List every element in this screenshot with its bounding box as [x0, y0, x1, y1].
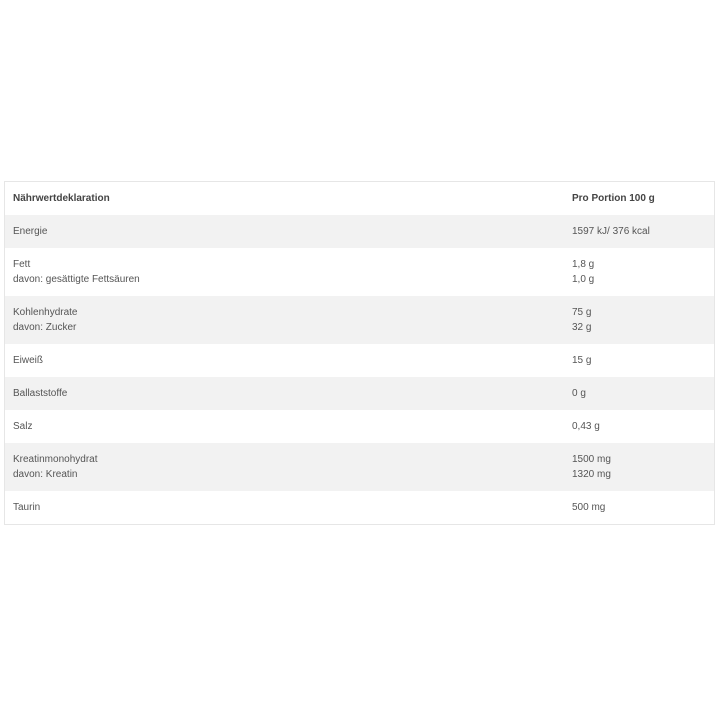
table-row [5, 248, 714, 296]
table-row [5, 377, 714, 410]
value-cell [564, 491, 714, 524]
value-cell [564, 248, 714, 296]
nutrient-subvalue: 1,0 g [572, 274, 595, 285]
nutrient-label: Kreatinmonohydrat [13, 454, 98, 465]
nutrient-sublabel: davon: Kreatin [13, 469, 78, 480]
nutrition-table [5, 182, 714, 524]
nutrient-cell [5, 410, 564, 443]
value-cell [564, 215, 714, 248]
nutrient-label: Salz [13, 421, 33, 432]
nutrient-value: 1500 mg [572, 454, 611, 465]
table-row [5, 491, 714, 524]
nutrient-cell [5, 248, 564, 296]
header-nutrient: Nährwertdeklaration [13, 193, 110, 204]
table-row [5, 410, 714, 443]
value-cell [564, 344, 714, 377]
nutrient-value: 1597 kJ/ 376 kcal [572, 226, 650, 237]
header-per-portion: Pro Portion 100 g [572, 193, 655, 204]
nutrient-value: 75 g [572, 307, 592, 318]
nutrient-value: 15 g [572, 355, 592, 366]
nutrient-subvalue: 32 g [572, 322, 592, 333]
nutrient-sublabel: davon: Zucker [13, 322, 77, 333]
nutrient-value: 1,8 g [572, 259, 595, 270]
table-row [5, 443, 714, 491]
value-cell [564, 443, 714, 491]
nutrient-value: 0 g [572, 388, 586, 399]
nutrient-cell [5, 377, 564, 410]
nutrient-cell [5, 443, 564, 491]
value-cell [564, 296, 714, 344]
nutrient-label: Eiweiß [13, 355, 44, 366]
table-header-row [5, 182, 714, 215]
nutrition-table-container [4, 181, 715, 525]
nutrient-subvalue: 1320 mg [572, 469, 611, 480]
nutrient-cell [5, 491, 564, 524]
nutrient-label: Taurin [13, 502, 41, 513]
value-cell [564, 377, 714, 410]
nutrient-label: Ballaststoffe [13, 388, 68, 399]
table-row [5, 215, 714, 248]
table-row [5, 344, 714, 377]
nutrient-value: 500 mg [572, 502, 606, 513]
nutrient-label: Kohlenhydrate [13, 307, 78, 318]
nutrient-cell [5, 215, 564, 248]
nutrient-sublabel: davon: gesättigte Fettsäuren [13, 274, 140, 285]
nutrient-value: 0,43 g [572, 421, 600, 432]
nutrient-label: Fett [13, 259, 31, 270]
value-cell [564, 410, 714, 443]
nutrient-cell [5, 296, 564, 344]
nutrient-label: Energie [13, 226, 48, 237]
nutrient-cell [5, 344, 564, 377]
table-row [5, 296, 714, 344]
